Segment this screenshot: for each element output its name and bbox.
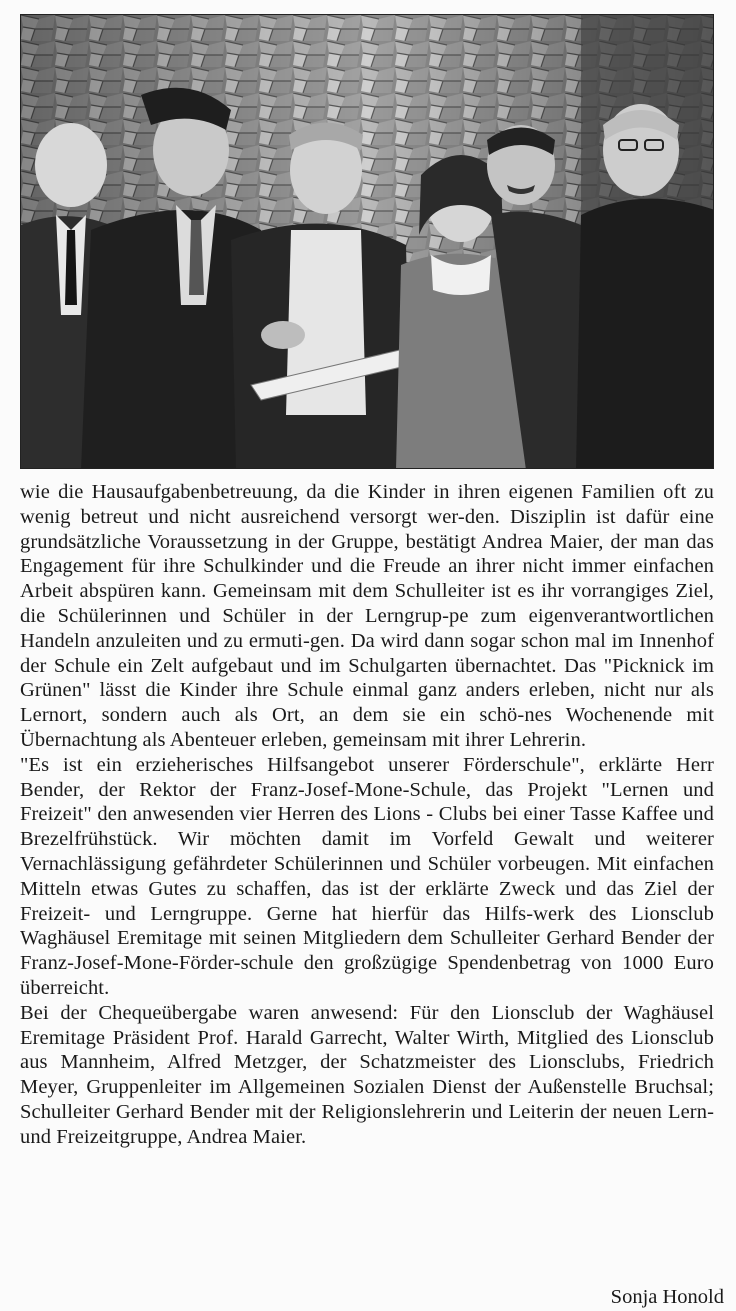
article-paragraph-3 [20,1001,714,1150]
photo-illustration [21,15,714,469]
group-photo [20,14,714,469]
author-signature: Sonja Honold [610,1286,724,1308]
article-paragraph-1: wie die Hausaufgabenbetreuung, da die Kinder in ihren eigenen Familien oft zu wenig betreut und nicht ausreichend versorgt wer-den. Disziplin ist dafür eine grundsätzliche Voraussetzung in der Gruppe, bestätigt Andrea Maier, der man das Engagement für ihre Schulkinder und die Freude an ihrer nicht immer einfachen Arbeit abspüren kann. Gemeinsam mit dem Schulleiter ist es ihr vorrangiges Ziel, die Schülerinnen und Schüler in der Lerngrup-pe zum eigenverantwortlichen Handeln anzuleiten und zu ermuti-gen. Da wird dann sogar schon mal im Innenhof der Schule ein Zelt aufgebaut und im Schulgarten übernachtet. Das "Picknick im Grünen" lässt die Kinder ihre Schule einmal ganz anders erleben, nicht nur als Lernort, sondern auch als Ort, an dem sie ein schö-nes Wochenende mit Übernachtung als Abenteuer erleben, gemeinsam mit ihrer Lehrerin. [20,481,714,751]
article-body [20,480,714,1150]
article-paragraph-3-text: Bei der Chequeübergabe waren anwesend: Für den Lionsclub der Waghäusel Eremitage Präsident Prof. Harald Garrecht, Walter Wirth, Mitglied des Lionsclub aus Mannheim, Alfred Metzger, der Schatzmeister des Lionsclubs, Friedrich Meyer, Gruppenleiter im Allgemeinen Sozialen Dienst der Außenstelle Bruchsal; Schulleiter Gerhard Bender mit der Religionslehrerin und Leiterin der neuen Lern- und Freizeitgruppe, Andrea Maier. [20,1001,714,1148]
article-paragraph-2: "Es ist ein erzieherisches Hilfsangebot unserer Förderschule", erklärte Herr Bender, der Rektor der Franz-Josef-Mone-Schule, das Projekt "Lernen und Freizeit" den anwesenden vier Herren des Lions - Clubs bei einer Tasse Kaffee und Brezelfrühstück. Wir möchten damit im Vorfeld Gewalt und weiterer Vernachlässigung gefährdeter Schülerinnen und Schüler vorbeugen. Mit einfachen Mitteln etwas Gutes zu schaffen, das ist der erklärte Zweck und das Ziel der Freizeit- und Lerngruppe. Gerne hat hierfür das Hilfs-werk des Lionsclub Waghäusel Eremitage mit seinen Mitgliedern dem Schulleiter Gerhard Bender der Franz-Josef-Mone-Förder-schule den großzügige Spendenbetrag von 1000 Euro überreicht. [20,753,714,999]
